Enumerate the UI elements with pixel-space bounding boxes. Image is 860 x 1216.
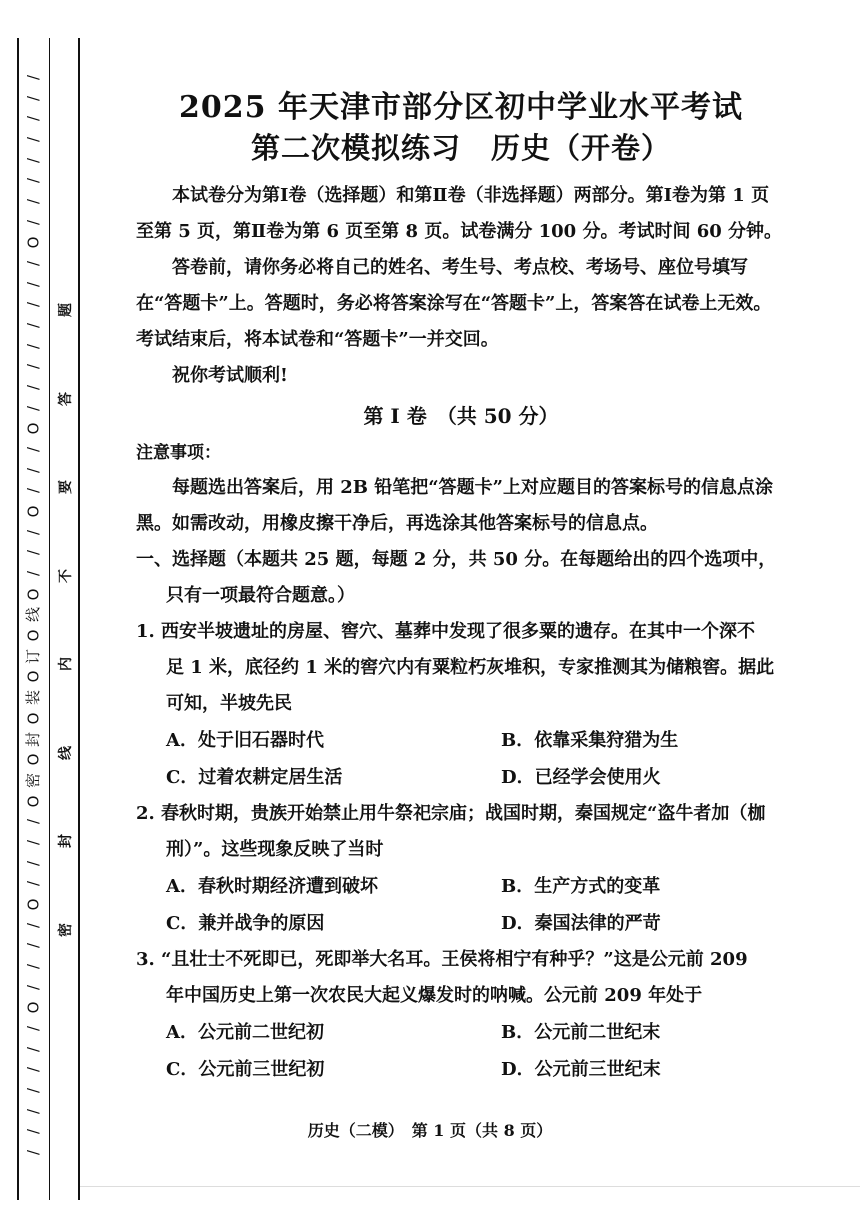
- intro-greeting: 祝你考试顺利!: [172, 365, 288, 386]
- warning-char: 要: [58, 480, 74, 495]
- question-stem-cont: 年中国历史上第一次农民大起义爆发时的呐喊。公元前 209 年处于: [166, 985, 703, 1006]
- cut-mark: O: [24, 795, 43, 807]
- binding-margin: [0, 0, 80, 1216]
- cut-mark: /: [24, 199, 43, 205]
- cut-mark: /: [24, 1149, 43, 1155]
- cut-mark: /: [24, 922, 43, 928]
- page-footer: 历史（二模） 第 1 页（共 8 页）: [307, 1121, 553, 1140]
- cut-mark: 装: [24, 690, 43, 706]
- cut-mark: /: [24, 405, 43, 411]
- warning-char: 答: [58, 391, 74, 406]
- cut-mark: O: [24, 588, 43, 601]
- cut-mark: /: [24, 116, 43, 122]
- warning-char: 封: [58, 834, 74, 849]
- cut-mark: /: [24, 261, 43, 267]
- cut-mark: /: [24, 1129, 43, 1135]
- do-not-answer-warning: [56, 300, 74, 940]
- option-b: B．生产方式的变革: [501, 876, 661, 897]
- cut-mark: /: [24, 839, 43, 845]
- option-b: B．公元前二世纪末: [501, 1022, 661, 1043]
- section-1-heading-cont: 只有一项最符合题意。）: [166, 585, 355, 606]
- cut-mark: /: [24, 881, 43, 887]
- cut-mark: /: [24, 74, 43, 81]
- warning-char: 题: [58, 303, 74, 317]
- question-stem: 2. 春秋时期，贵族开始禁止用牛祭祀宗庙；战国时期，秦国规定“盗牛者加（枷: [136, 803, 766, 824]
- cut-mark: /: [24, 1025, 43, 1031]
- option-c: C．公元前三世纪初: [166, 1059, 325, 1080]
- options-grid: [136, 868, 786, 942]
- cut-mark: /: [24, 529, 43, 535]
- part-1-title: 第 Ⅰ 卷 （共 50 分）: [363, 404, 559, 428]
- exam-page-content: [136, 88, 786, 1088]
- cut-mark: O: [24, 712, 43, 725]
- question-stem-cont: 刑）”。这些现象反映了当时: [166, 839, 384, 860]
- cut-mark: O: [24, 1001, 43, 1014]
- cut-mark: /: [24, 95, 43, 101]
- cut-mark: /: [24, 178, 43, 184]
- question-stem: 1. 西安半坡遗址的房屋、窖穴、墓葬中发现了很多粟的遗存。在其中一个深不: [136, 621, 756, 642]
- cut-mark: /: [24, 819, 43, 825]
- cut-mark: /: [24, 1108, 43, 1114]
- cut-mark: 线: [24, 607, 43, 623]
- cut-mark: /: [24, 550, 43, 556]
- notice-text: 每题选出答案后，用 2B 铅笔把“答题卡”上对应题目的答案标号的信息点涂黑。如需改动，用橡皮擦干净后，再选涂其他答案标号的信息点。: [136, 477, 773, 534]
- intro-paragraph-2: 答卷前，请你务必将自己的姓名、考生号、考点校、考场号、座位号填写在“答题卡”上。答题时，务必将答案涂写在“答题卡”上，答案答在试卷上无效。考试结束后，将本试卷和“答题卡”一并交回。: [136, 257, 772, 350]
- cut-mark: /: [24, 488, 43, 494]
- cut-mark: /: [24, 302, 43, 308]
- cut-mark: 封: [24, 731, 43, 747]
- cut-mark: /: [24, 1046, 43, 1052]
- warning-char: 密: [58, 922, 74, 937]
- cut-mark: /: [24, 136, 43, 143]
- option-d: D．秦国法律的严苛: [501, 913, 661, 934]
- option-a: A．公元前二世纪初: [166, 1022, 324, 1043]
- cut-mark: 订: [24, 648, 43, 664]
- cut-mark: /: [24, 157, 43, 163]
- cut-mark: /: [24, 364, 43, 370]
- margin-rule-inner: [78, 38, 80, 1200]
- cut-mark: /: [24, 323, 43, 329]
- cut-mark: /: [24, 343, 43, 349]
- option-b: B．依靠采集狩猎为生: [501, 730, 679, 751]
- cut-mark: /: [24, 1067, 43, 1073]
- notice-heading: 注意事项：: [136, 443, 221, 463]
- warning-char: 内: [58, 657, 74, 672]
- question-stem-cont: 足 1 米，底径约 1 米的窖穴内有粟粒朽灰堆积，专家推测其为储粮窖。据此可知，半坡先民: [166, 657, 775, 714]
- option-c: C．过着农耕定居生活: [166, 767, 343, 788]
- option-d: D．已经学会使用火: [501, 767, 661, 788]
- options-grid: [136, 1014, 786, 1088]
- cut-mark: O: [24, 753, 43, 766]
- option-a: A．春秋时期经济遭到破坏: [166, 876, 378, 897]
- warning-char: 线: [58, 745, 74, 760]
- cut-mark: O: [24, 505, 43, 518]
- warning-char: 不: [58, 568, 74, 583]
- cut-mark: 密: [24, 772, 43, 788]
- cut-mark: /: [24, 1087, 43, 1093]
- cut-mark: /: [24, 943, 43, 949]
- margin-rule-middle: [49, 38, 50, 1200]
- cut-mark: /: [24, 860, 43, 866]
- section-1-heading: 一、选择题（本题共 25 题，每题 2 分，共 50 分。在每题给出的四个选项中，: [136, 549, 777, 570]
- option-d: D．公元前三世纪末: [501, 1059, 661, 1080]
- cut-mark: O: [24, 671, 43, 683]
- cut-mark: /: [24, 963, 43, 969]
- question-2: [136, 796, 786, 942]
- exam-subtitle: 第二次模拟练习 历史（开卷）: [250, 131, 671, 165]
- cut-mark: /: [24, 447, 43, 453]
- page-bottom-rule: [80, 1186, 860, 1187]
- cut-mark: O: [24, 236, 43, 249]
- cut-mark: /: [24, 281, 43, 287]
- intro-paragraph-1: 本试卷分为第Ⅰ卷（选择题）和第Ⅱ卷（非选择题）两部分。第Ⅰ卷为第 1 页至第 5 页，第Ⅱ卷为第 6 页至第 8 页。试卷满分 100 分。考试时间 60 分钟。: [136, 185, 783, 242]
- question-stem: 3. “且壮士不死即已，死即举大名耳。王侯将相宁有种乎？”这是公元前 209: [136, 949, 748, 970]
- exam-title: 2025 年天津市部分区初中学业水平考试: [179, 90, 743, 125]
- cut-mark: /: [24, 571, 43, 577]
- cut-mark: /: [24, 467, 43, 473]
- question-1: [136, 614, 786, 796]
- option-a: A．处于旧石器时代: [166, 730, 324, 751]
- cut-mark: O: [24, 898, 43, 911]
- question-3: [136, 942, 786, 1088]
- cut-mark: O: [24, 423, 43, 435]
- cut-mark: /: [24, 219, 43, 225]
- cut-mark: /: [24, 984, 43, 990]
- cut-mark: /: [24, 385, 43, 391]
- option-c: C．兼并战争的原因: [166, 913, 325, 934]
- cut-mark: O: [24, 629, 43, 642]
- options-grid: [136, 722, 786, 796]
- margin-rule-outer: [17, 38, 19, 1200]
- cut-line-marks: [22, 70, 46, 1160]
